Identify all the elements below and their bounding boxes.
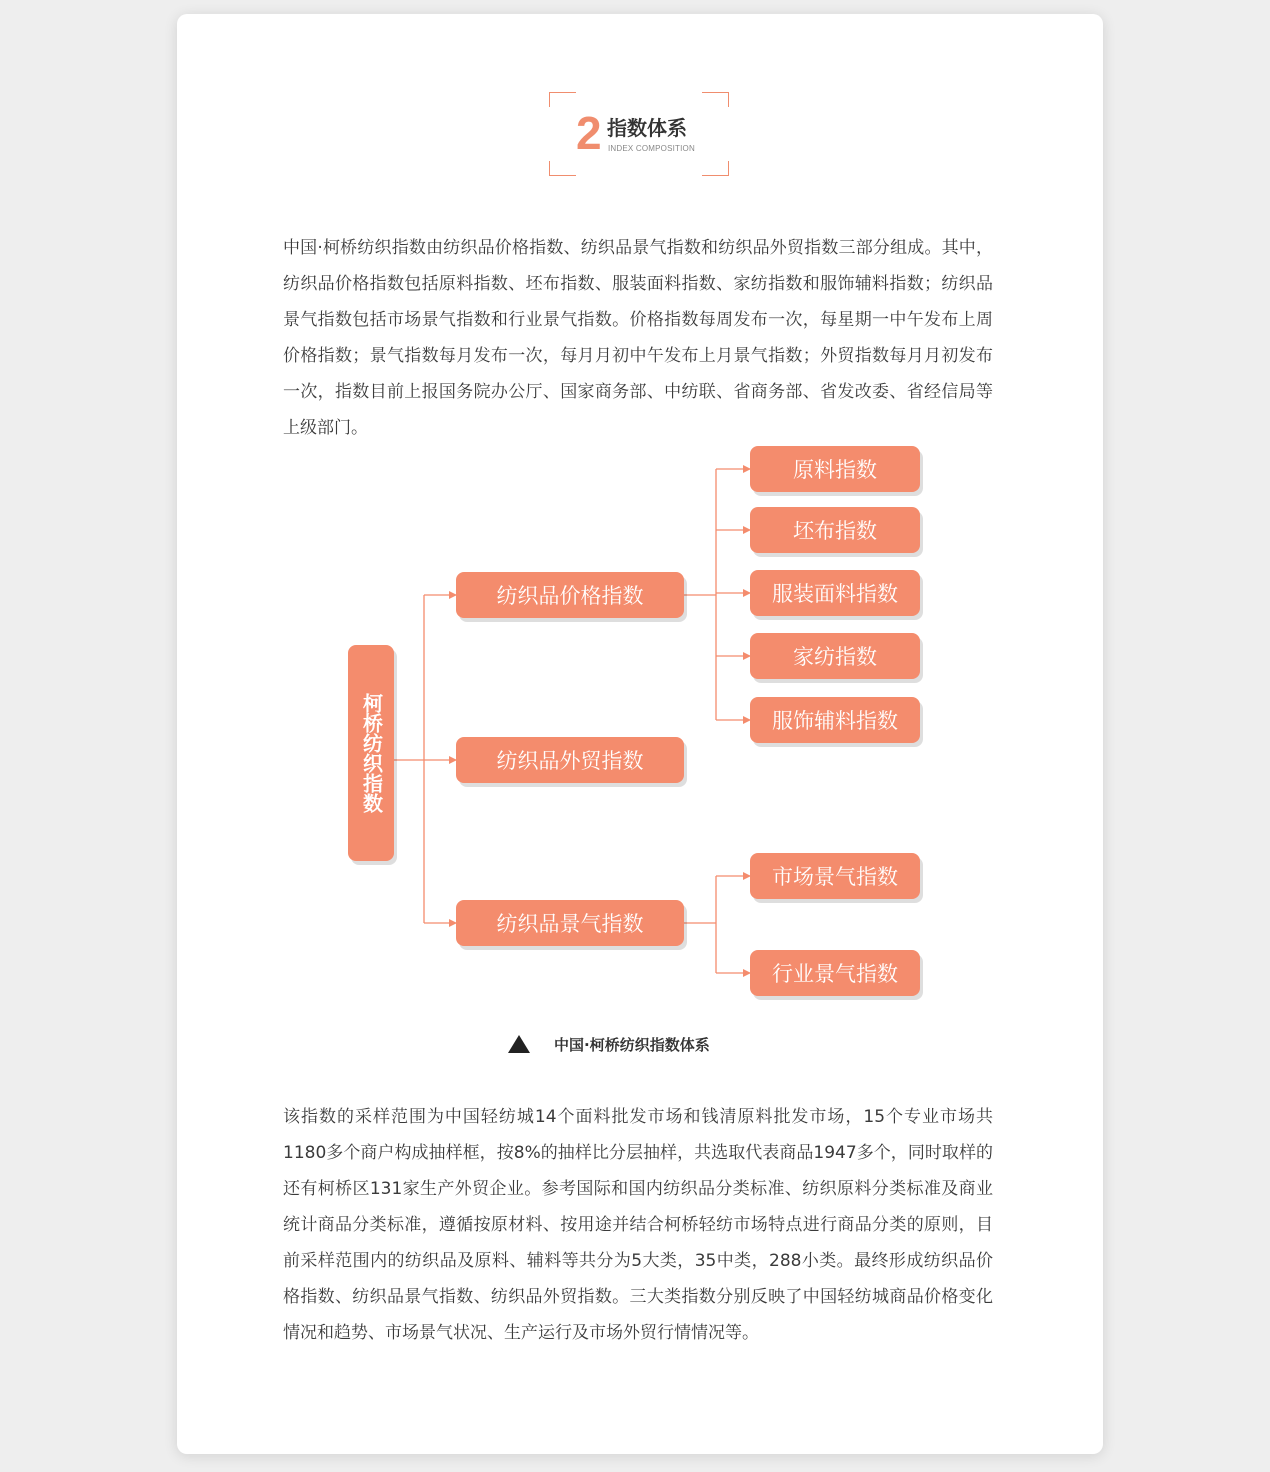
leaf-node-market-sentiment: 市场景气指数 bbox=[750, 853, 920, 899]
frame-corner bbox=[702, 161, 729, 176]
frame-corner bbox=[549, 161, 576, 176]
body-paragraph: 该指数的采样范围为中国轻纺城14个面料批发市场和钱清原料批发市场，15个专业市场共1180多个商户构成抽样框，按8%的抽样比分层抽样，共选取代表商品1947多个，同时取样的还有柯桥区131家生产外贸企业。参考国际和国内纺织品分类标准、纺织原料分类标准及商业统计商品分类标准，遵循按原材料、按用途并结合柯桥轻纺市场特点进行商品分类的原则，目前采样范围内的纺织品及原料、辅料等共分为5大类，35中类，288小类。最终形成纺织品价格指数、纺织品景气指数、纺织品外贸指数。三大类指数分别反映了中国轻纺城商品价格变化情况和趋势、市场景气状况、生产运行及市场外贸行情情况等。 bbox=[283, 1107, 993, 1343]
section-number: 2 bbox=[576, 107, 602, 159]
leaf-node-accessories: 服饰辅料指数 bbox=[750, 697, 920, 743]
leaf-node-grey-fabric: 坯布指数 bbox=[750, 507, 920, 553]
diagram-caption bbox=[508, 1032, 710, 1056]
leaf-node-raw-material: 原料指数 bbox=[750, 446, 920, 492]
caption-text: 中国·柯桥纺织指数体系 bbox=[554, 1035, 710, 1054]
leaf-node-home-textile: 家纺指数 bbox=[750, 633, 920, 679]
root-node: 柯桥纺织指数 bbox=[348, 645, 394, 861]
branch-node-trade: 纺织品外贸指数 bbox=[456, 737, 684, 783]
branch-node-sentiment: 纺织品景气指数 bbox=[456, 900, 684, 946]
leaf-node-garment-fabric: 服装面料指数 bbox=[750, 570, 920, 616]
triangle-icon bbox=[508, 1035, 530, 1053]
frame-corner bbox=[702, 92, 729, 107]
frame-corner bbox=[549, 92, 576, 107]
section-title: 指数体系 bbox=[607, 116, 687, 140]
section-heading bbox=[549, 92, 729, 176]
leaf-node-industry-sentiment: 行业景气指数 bbox=[750, 950, 920, 996]
section-subtitle: INDEX COMPOSITION bbox=[608, 144, 695, 153]
intro-paragraph: 中国·柯桥纺织指数由纺织品价格指数、纺织品景气指数和纺织品外贸指数三部分组成。其中，纺织品价格指数包括原料指数、坯布指数、服装面料指数、家纺指数和服饰辅料指数；纺织品景气指数包括市场景气指数和行业景气指数。价格指数每周发布一次，每星期一中午发布上周价格指数；景气指数每月发布一次，每月月初中午发布上月景气指数；外贸指数每月月初发布一次，指数目前上报国务院办公厅、国家商务部、中纺联、省商务部、省发改委、省经信局等上级部门。 bbox=[283, 238, 993, 438]
branch-node-price: 纺织品价格指数 bbox=[456, 572, 684, 618]
